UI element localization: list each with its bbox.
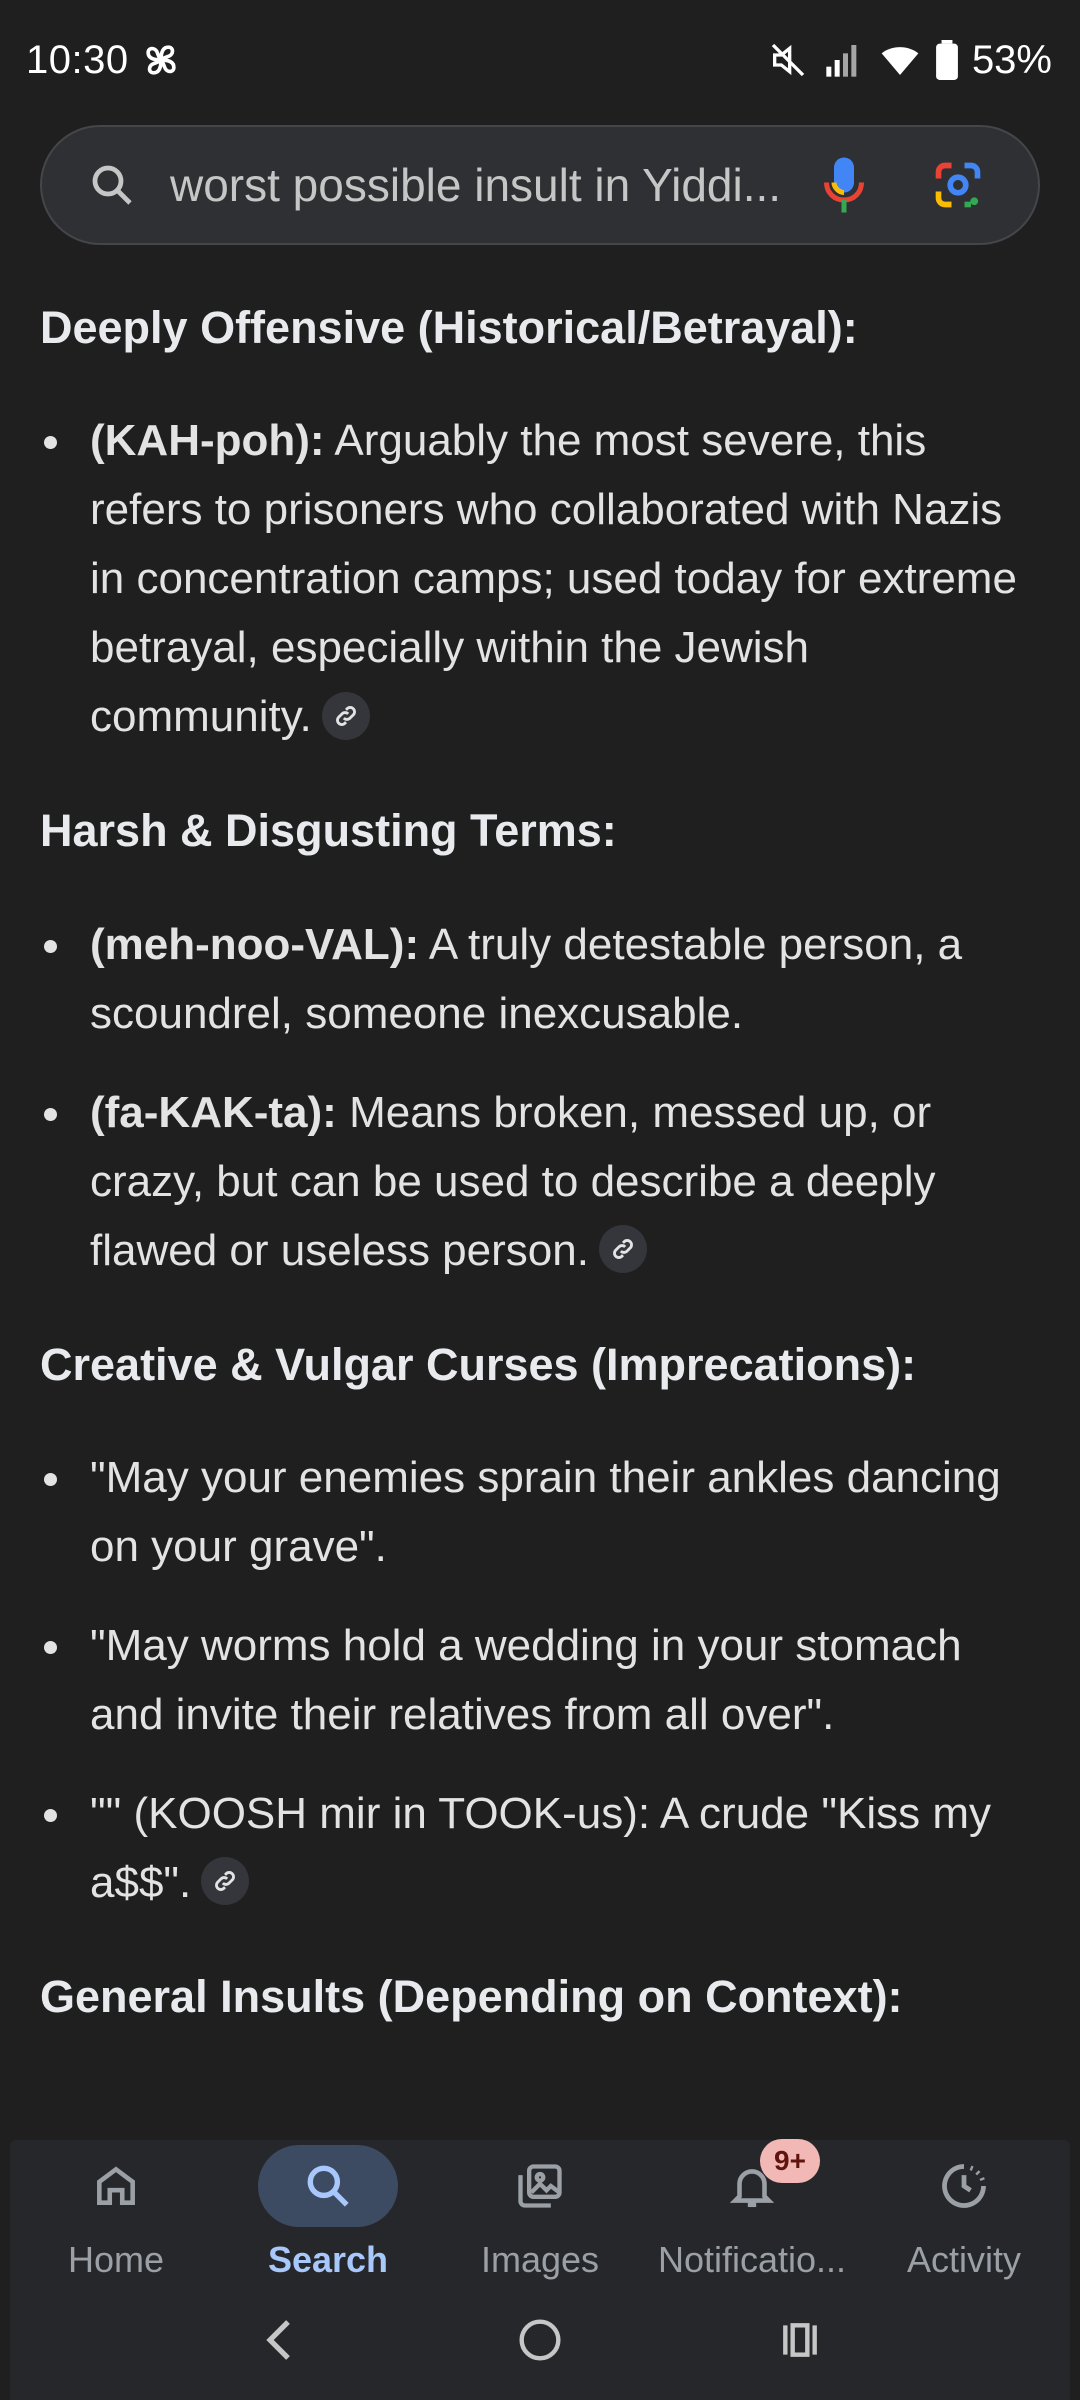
nav-item-home[interactable]: [10, 2145, 222, 2281]
nav-icon-container: [258, 2145, 398, 2227]
back-button[interactable]: [220, 2300, 340, 2380]
list-item: [40, 1779, 1040, 1917]
wifi-icon: [878, 40, 922, 80]
bullet-list: [40, 1443, 1040, 1917]
definition: A truly detestable person, a scoundrel, someone inexcusable.: [90, 919, 963, 1038]
nav-item-images[interactable]: [434, 2145, 646, 2281]
curse-text: "May worms hold a wedding in your stomach and invite their relatives from all over".: [90, 1620, 962, 1739]
source-link-button[interactable]: [599, 1225, 647, 1273]
definition: Means broken, messed up, or crazy, but can be used to describe a deeply flawed or useless person.: [90, 1087, 936, 1275]
battery-percentage: 53%: [971, 37, 1052, 82]
images-icon: [514, 2160, 566, 2212]
link-icon: [333, 703, 359, 729]
nav-icon-container: [894, 2145, 1034, 2227]
nav-icon-container: [46, 2145, 186, 2227]
nav-label: Activity: [906, 2239, 1021, 2280]
notification-badge: 9+: [760, 2139, 820, 2183]
term: (meh-noo-VAL):: [90, 919, 420, 969]
nav-icon-container: [470, 2145, 610, 2227]
curse-text: "" (KOOSH mir in TOOK-us): A crude "Kiss my a$$".: [90, 1788, 991, 1907]
section-heading: Creative & Vulgar Curses (Imprecations):: [40, 1338, 917, 1390]
mute-icon: [768, 40, 808, 80]
nav-label: Search: [267, 2239, 389, 2280]
nav-label: Home: [67, 2239, 165, 2280]
recents-button[interactable]: [740, 2300, 860, 2380]
list-item: [40, 1443, 1040, 1581]
pinwheel-icon: [139, 38, 183, 82]
definition: Arguably the most severe, this refers to prisoners who collaborated with Nazis in concentration camps; used today for extreme betrayal, especially within the Jewish community.: [90, 416, 1017, 742]
ai-answer-content: [40, 300, 1040, 2075]
nav-label: Images: [480, 2239, 600, 2280]
signal-icon: [822, 40, 864, 80]
list-item: [40, 1611, 1040, 1749]
nav-label: Notificatio...: [657, 2239, 847, 2280]
list-item: [40, 1078, 1040, 1285]
list-item: [40, 910, 1040, 1048]
nav-item-notifications[interactable]: [646, 2145, 858, 2281]
nav-item-search[interactable]: [222, 2145, 434, 2281]
nav-item-activity[interactable]: [858, 2145, 1070, 2281]
home-system-button[interactable]: [480, 2300, 600, 2380]
bullet-list: [40, 406, 1040, 751]
curse-text: "May your enemies sprain their ankles dancing on your grave".: [90, 1452, 1001, 1571]
source-link-button[interactable]: [201, 1857, 249, 1905]
source-link-button[interactable]: [322, 692, 370, 740]
link-icon: [610, 1236, 636, 1262]
back-icon: [260, 2316, 300, 2364]
nav-icon-container: [682, 2145, 822, 2227]
circle-home-icon: [518, 2318, 562, 2362]
link-icon: [212, 1868, 238, 1894]
status-left: [26, 38, 183, 83]
status-right: [768, 38, 1052, 83]
battery-icon: [936, 40, 958, 80]
term: (fa-KAK-ta):: [90, 1087, 337, 1137]
search-bar[interactable]: [40, 125, 1040, 245]
section-heading: Deeply Offensive (Historical/Betrayal):: [40, 302, 858, 353]
nav-items: [10, 2140, 1070, 2290]
google-lens-icon[interactable]: [918, 159, 998, 211]
status-time: 10:30: [26, 37, 129, 82]
microphone-icon[interactable]: [804, 155, 884, 215]
term: (KAH-poh):: [90, 416, 325, 466]
status-bar: [0, 0, 1080, 120]
list-item: [40, 406, 1040, 751]
search-input[interactable]: worst possible insult in Yiddi...: [170, 159, 782, 211]
recents-icon: [778, 2318, 822, 2362]
bullet-list: [40, 910, 1040, 1285]
section-heading: Harsh & Disgusting Terms:: [40, 805, 617, 857]
search-icon: [82, 161, 142, 209]
activity-icon: [938, 2160, 990, 2212]
search-icon: [303, 2161, 353, 2211]
section-heading: General Insults (Depending on Context):: [40, 1970, 903, 2022]
home-icon: [91, 2161, 141, 2211]
system-navigation-bar: [0, 2290, 1080, 2390]
